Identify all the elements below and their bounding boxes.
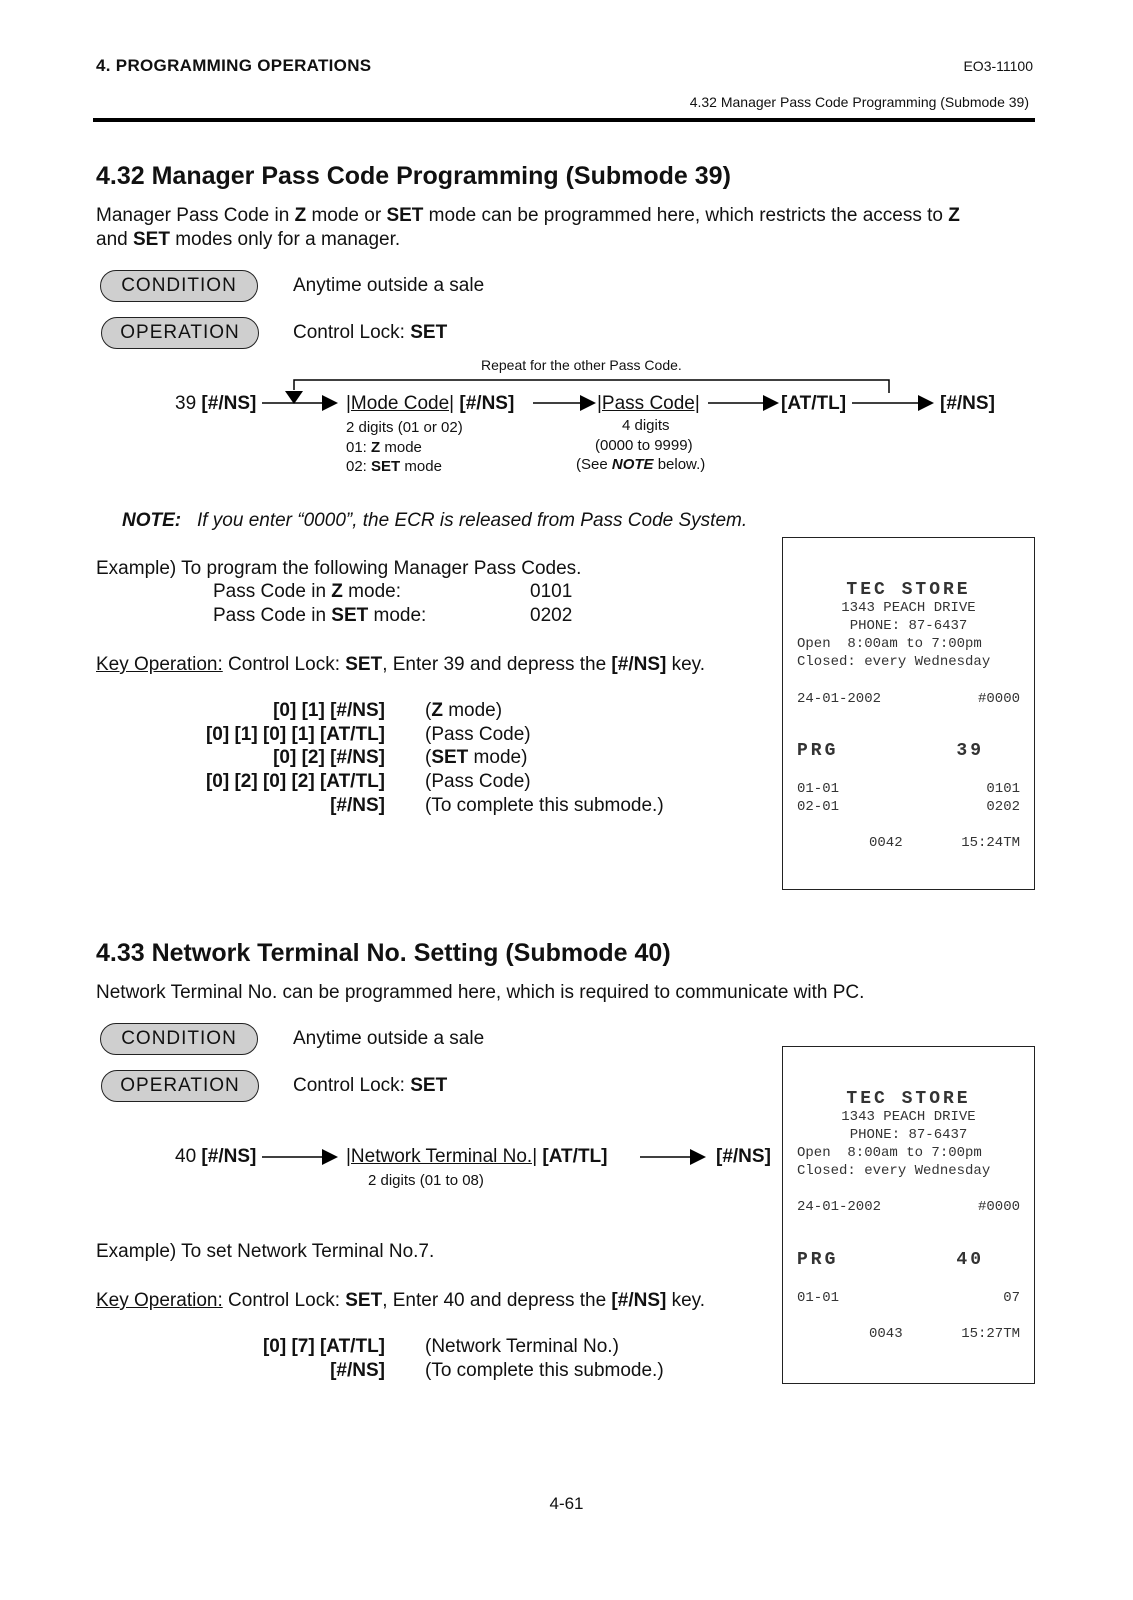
condition-text: Anytime outside a sale: [293, 275, 485, 296]
example-value-z: 0101: [530, 581, 573, 602]
section-title-4-32: 4.32 Manager Pass Code Programming (Submode 39): [96, 162, 731, 190]
flow-attl-key: [AT/TL]: [781, 393, 847, 414]
step-desc-3: (SET mode): [425, 747, 528, 768]
step-keys-4: [0] [2] [0] [2] [AT/TL]: [205, 771, 385, 792]
repeat-note: Repeat for the other Pass Code.: [481, 357, 682, 373]
example-value-set: 0202: [530, 605, 573, 626]
note-line: NOTE: If you enter “0000”, the ECR is released from Pass Code System.: [122, 510, 748, 531]
step-desc-2: (Pass Code): [425, 724, 531, 745]
flow-mode-code: |Mode Code| [#/NS]: [346, 393, 515, 414]
mode-note-1: 2 digits (01 or 02): [346, 419, 463, 436]
receipt-time: 15:24TM: [961, 835, 1020, 851]
example-row-z: Pass Code in Z mode:: [213, 581, 401, 602]
mode-note-2: 01: Z mode: [346, 439, 422, 456]
step-desc-4: (Pass Code): [425, 771, 531, 792]
arrow-head-1: [322, 395, 338, 411]
receipt2-time: 15:27TM: [961, 1326, 1020, 1342]
section1-intro-line1: Manager Pass Code in Z mode or SET mode can be programmed here, which restricts the access to Z: [96, 205, 960, 226]
key-operation-1: Key Operation: Control Lock: SET, Enter 39 and depress the [#/NS] key.: [96, 654, 706, 675]
key-operation-2: Key Operation: Control Lock: SET, Enter 40 and depress the [#/NS] key.: [96, 1290, 706, 1311]
receipt-submode-39: [782, 537, 1035, 890]
step-desc-5: (To complete this submode.): [425, 795, 664, 816]
step-keys-3: [0] [2] [#/NS]: [273, 747, 385, 768]
receipt2-prg-row: PRG 40: [797, 1250, 984, 1270]
repeat-loop-line: [294, 380, 889, 393]
section-title-4-33: 4.33 Network Terminal No. Setting (Submode 40): [96, 939, 671, 967]
receipt-row-2: 02-01 0202: [797, 799, 1020, 815]
chapter-heading: 4. PROGRAMMING OPERATIONS: [96, 56, 372, 75]
receipt2-closed-day: Closed: every Wednesday: [797, 1163, 991, 1179]
pass-note-2: (0000 to 9999): [595, 437, 693, 454]
receipt-address: 1343 PEACH DRIVE: [841, 600, 976, 616]
receipt2-store-name: TEC STORE: [846, 1089, 971, 1109]
step-keys-5: [#/NS]: [330, 795, 385, 816]
arrow-head-3: [763, 395, 779, 411]
receipt-row-1: 01-01 0101: [797, 781, 1020, 797]
arrow-head-2: [580, 395, 596, 411]
example-row-set: Pass Code in SET mode:: [213, 605, 427, 626]
section1-intro-line2: and SET modes only for a manager.: [96, 229, 401, 250]
receipt-store-name: TEC STORE: [846, 580, 971, 600]
flow2-arrow-head-2: [690, 1149, 706, 1165]
operation-badge: OPERATION: [101, 317, 259, 349]
operation-badge-2: OPERATION: [101, 1070, 259, 1102]
document-id: EO3-11100: [963, 58, 1033, 74]
step-keys-2: [0] [1] [0] [1] [AT/TL]: [205, 724, 385, 745]
receipt-phone: PHONE: 87-6437: [849, 618, 968, 634]
receipt-open-hours: Open 8:00am to 7:00pm: [797, 636, 982, 652]
page-number: 4-61: [549, 1494, 584, 1513]
section2-intro: Network Terminal No. can be programmed here, which is required to communicate with PC.: [96, 982, 865, 1003]
flow2-arrow-head-1: [322, 1149, 338, 1165]
receipt-prg-row: PRG 39: [797, 741, 984, 761]
condition-badge: CONDITION: [100, 270, 258, 302]
receipt-submode-40: [782, 1046, 1035, 1384]
example-title-1: Example) To program the following Manager Pass Codes.: [96, 558, 582, 579]
header-rule: [93, 118, 1035, 122]
receipt2-row-1: 01-01 07: [797, 1290, 1020, 1306]
step2-keys-2: [#/NS]: [330, 1360, 385, 1381]
step2-desc-1: (Network Terminal No.): [425, 1336, 619, 1357]
receipt-date-row: 24-01-2002 #0000: [797, 691, 1020, 707]
flow2-start: 40 [#/NS]: [175, 1146, 257, 1167]
receipt-consec-no: 0042: [869, 835, 903, 851]
mode-note-3: 02: SET mode: [346, 458, 442, 475]
pass-note-3: (See NOTE below.): [576, 456, 706, 473]
flow2-terminal-no: |Network Terminal No.| [AT/TL]: [346, 1146, 608, 1167]
receipt2-date-row: 24-01-2002 #0000: [797, 1199, 1020, 1215]
operation-text: Control Lock: SET: [293, 322, 448, 343]
loop-arrow-head: [285, 391, 303, 404]
condition-text-2: Anytime outside a sale: [293, 1028, 485, 1049]
running-subtitle: 4.32 Manager Pass Code Programming (Submode 39): [689, 94, 1029, 110]
flow2-end-key: [#/NS]: [716, 1146, 771, 1167]
step2-keys-1: [0] [7] [AT/TL]: [262, 1336, 385, 1357]
receipt2-address: 1343 PEACH DRIVE: [841, 1109, 976, 1125]
flow-pass-code: |Pass Code|: [597, 393, 700, 414]
flow-end-key: [#/NS]: [940, 393, 995, 414]
condition-badge-2: CONDITION: [100, 1023, 258, 1055]
pass-note-1: 4 digits: [622, 417, 670, 434]
receipt-closed-day: Closed: every Wednesday: [797, 654, 991, 670]
operation-text-2: Control Lock: SET: [293, 1075, 448, 1096]
receipt2-open-hours: Open 8:00am to 7:00pm: [797, 1145, 982, 1161]
terminal-note: 2 digits (01 to 08): [368, 1172, 484, 1189]
step2-desc-2: (To complete this submode.): [425, 1360, 664, 1381]
flow-start: 39 [#/NS]: [175, 393, 257, 414]
receipt2-consec-no: 0043: [869, 1326, 903, 1342]
receipt2-phone: PHONE: 87-6437: [849, 1127, 968, 1143]
step-keys-1: [0] [1] [#/NS]: [273, 700, 385, 721]
arrow-head-4: [918, 395, 934, 411]
example-title-2: Example) To set Network Terminal No.7.: [96, 1241, 435, 1262]
step-desc-1: (Z mode): [425, 700, 503, 721]
